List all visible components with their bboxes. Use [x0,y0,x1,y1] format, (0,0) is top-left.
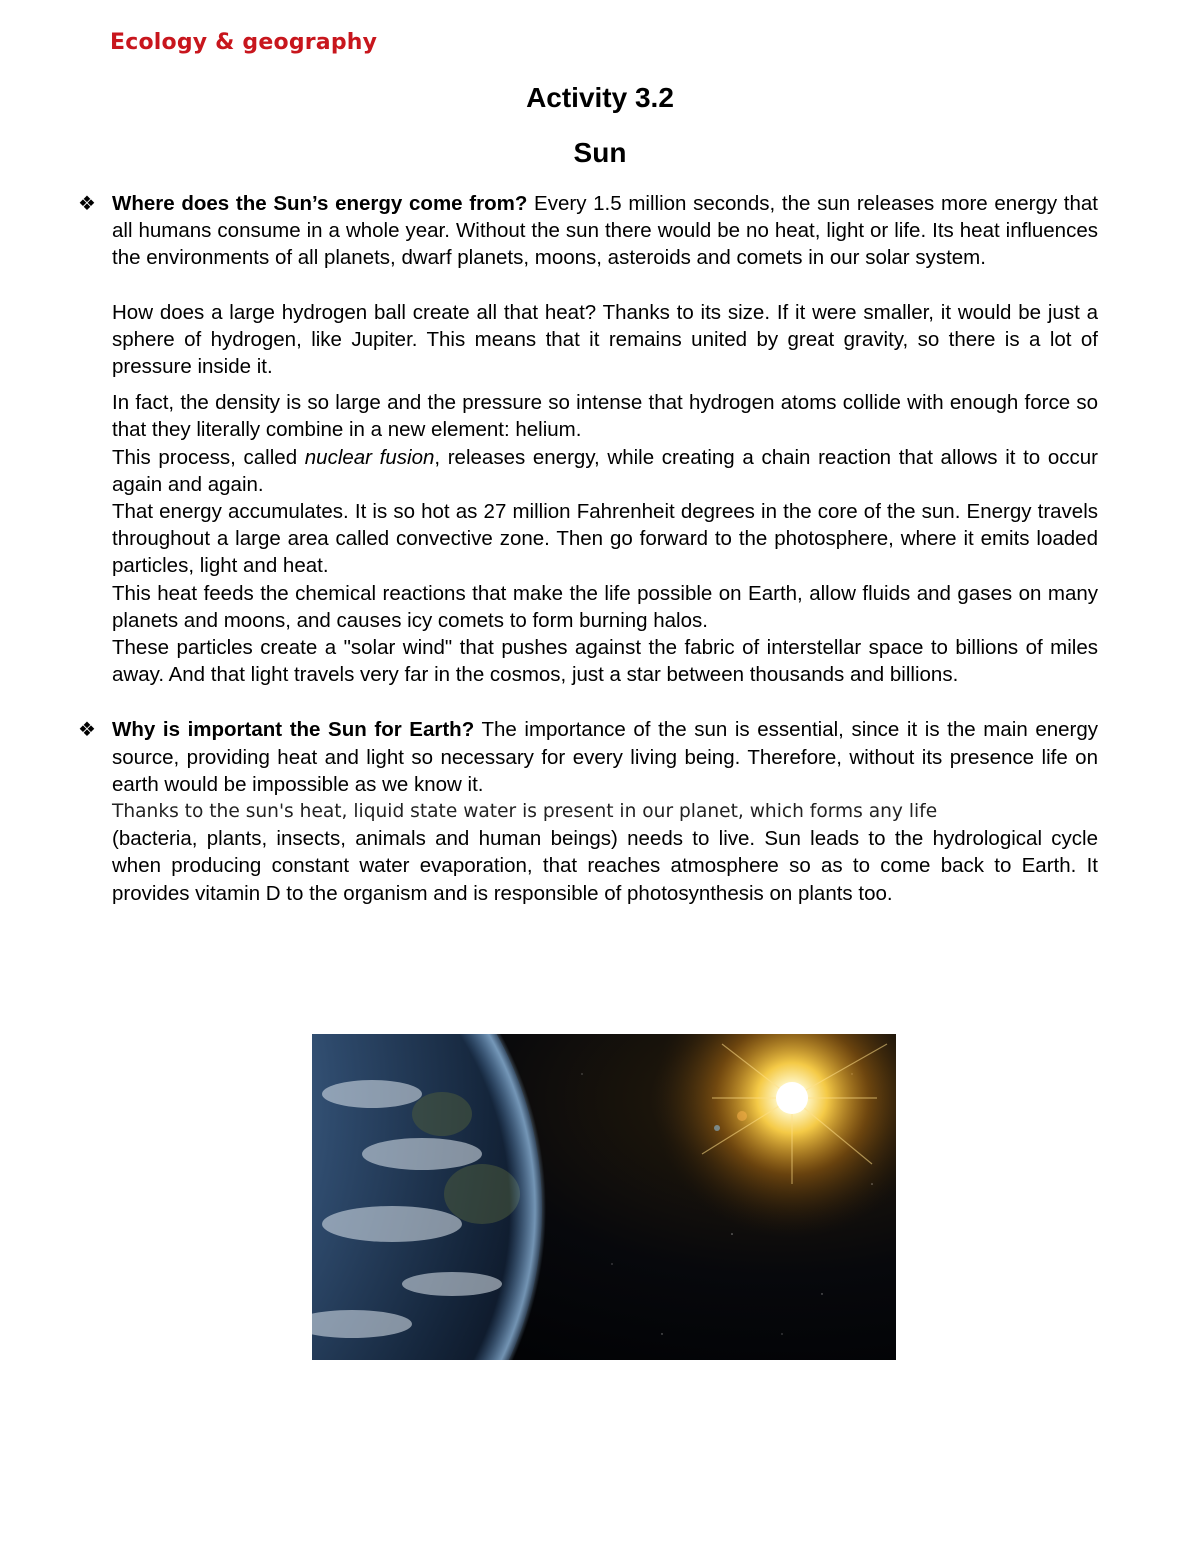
paragraph-energy: That energy accumulates. It is so hot as 27 million Fahrenheit degrees in the core of the sun. Energy travels throughout a large area called convective zone. Then go forward to the photosphere, where it emits loaded particles, light and heat. [112,500,1098,578]
paragraph-water: (bacteria, plants, insects, animals and human beings) needs to live. Sun leads to the hydrological cycle when producing constant water evaporation, that reaches atmosphere so as to come back to Earth. It provides vitamin D to the organism and is responsible of photosynthesis on plants too. [112,827,1098,905]
paragraph-water-line: Thanks to the sun's heat, liquid state water is present in our planet, which forms any life [112,801,938,823]
fusion-text-after: , releases energy, while creating a chain reaction that allows it to occur again and again. [112,445,1098,496]
activity-title: Activity 3.2 [526,82,674,113]
intro-text-2: The importance of the sun is essential, since it is the main energy source, providing heat and light so necessary for every living being. Therefore, without its presence life on earth would be impossible as we know it. [112,718,1098,796]
intro-text-1: Every 1.5 million seconds, the sun releases more energy that all humans consume in a whole year. Without the sun there would be no heat, light or life. Its heat influences the environments of all planets, dwarf planets, moons, asteroids and comets in our solar system. [112,192,1098,270]
fusion-text-before: This process, called [112,445,305,469]
four-diamond-bullet-icon: ❖ [78,193,96,215]
sun-core [776,1082,808,1114]
paragraph-density: In fact, the density is so large and the pressure so intense that hydrogen atoms collide with enough force so that they literally combine in a new element: helium. [112,391,1098,442]
paragraph-intro-1 [112,190,1098,272]
paragraph-solar-wind: These particles create a "solar wind" that pushes against the fabric of interstellar space to billions of miles away. And that light travels very far in the cosmos, just a star between thousands and billions. [112,636,1098,687]
earth-sun-image [312,1034,896,1360]
paragraph-fusion [112,444,1098,498]
paragraph-intro-2 [112,716,1098,798]
subject-header: Ecology & geography [110,30,378,55]
four-diamond-bullet-icon: ❖ [78,719,96,742]
topic-title: Sun [573,137,627,168]
section-sun-energy [78,190,1098,688]
paragraph-life: This heat feeds the chemical reactions that make the life possible on Earth, allow fluids and gases on many planets and moons, and causes icy comets to form burning halos. [112,581,1098,632]
question-heading-1: Where does the Sun’s energy come from? [112,192,528,215]
question-heading-2: Why is important the Sun for Earth? [112,718,475,742]
fusion-term: nuclear fusion [304,445,435,469]
document-body [78,190,1098,907]
paragraph-hydrogen: How does a large hydrogen ball create all that heat? Thanks to its size. If it were smaller, it would be just a sphere of hydrogen, like Jupiter. This means that it remains united by great gravity, so there is a lot of pressure inside it. [112,300,1098,379]
section-sun-importance [78,716,1098,906]
